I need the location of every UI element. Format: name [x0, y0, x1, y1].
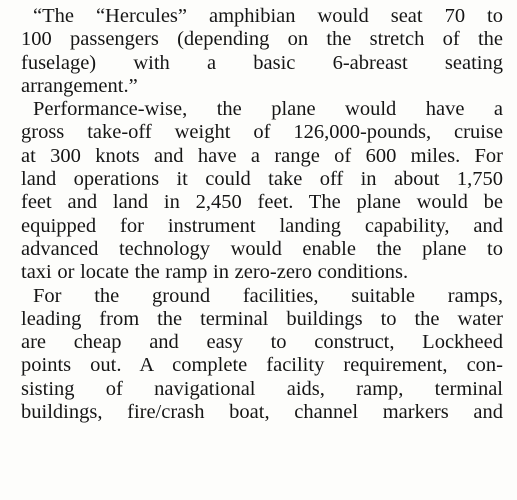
paragraph-3-line-6: buildings, fire/crash boat, channel markers and [21, 401, 503, 424]
paragraph-2-line-8: taxi or locate the ramp in zero-zero conditions. [21, 261, 409, 284]
paragraph-3-line-2: leading from the terminal buildings to the water [21, 307, 503, 330]
paragraph-1-line-2: 100 passengers (depending on the stretch of the [21, 28, 503, 51]
paragraph-1-line-4: arrangement.” [21, 74, 138, 97]
paragraph-2-line-5: feet and land in 2,450 feet. The plane would be [21, 191, 503, 214]
paragraph-3-line-3: are cheap and easy to construct, Lockheed [21, 331, 503, 354]
paragraph-2-line-4: land operations it could take off in about 1,750 [21, 168, 503, 191]
paragraph-1-line-3: fuselage) with a basic 6-abreast seating [21, 51, 503, 74]
paragraph-3-line-1: For the ground facilities, suitable ramps, [33, 284, 503, 307]
paragraph-2-line-2: gross take-off weight of 126,000-pounds, cruise [21, 121, 503, 144]
paragraph-1-line-1: “The “Hercules” amphibian would seat 70 to [33, 5, 503, 27]
paragraph-3-line-4: points out. A complete facility requirement, con- [21, 354, 503, 377]
paragraph-2-line-6: equipped for instrument landing capability, and [21, 214, 503, 237]
paragraph-3-line-5: sisting of navigational aids, ramp, terminal [21, 377, 503, 400]
article-text-column [21, 5, 503, 424]
paragraph-2-line-3: at 300 knots and have a range of 600 miles. For [21, 144, 503, 167]
paragraph-2-line-1: Performance-wise, the plane would have a [33, 98, 503, 121]
paragraph-2-line-7: advanced technology would enable the plane to [21, 237, 503, 260]
